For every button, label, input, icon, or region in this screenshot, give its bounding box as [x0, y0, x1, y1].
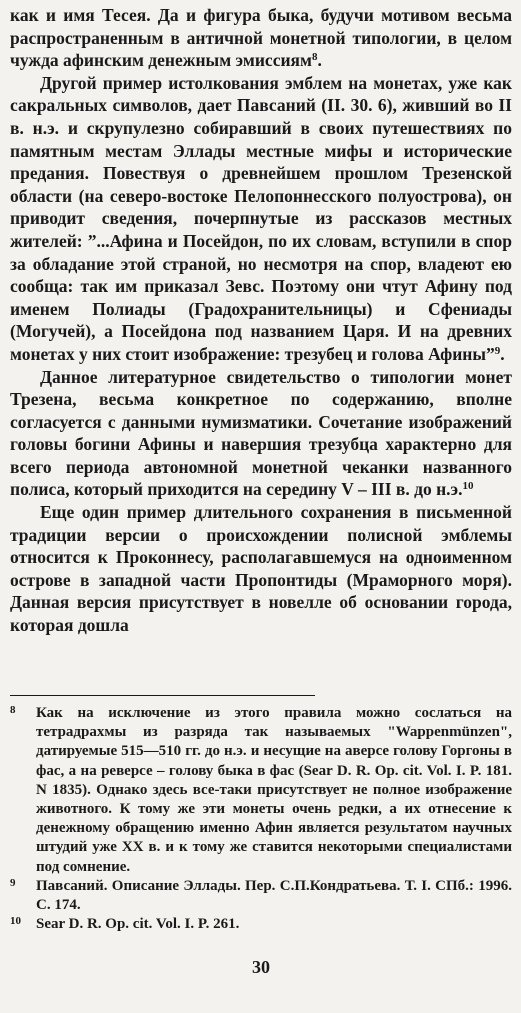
footnote-8	[10, 704, 512, 877]
footnotes-section	[10, 704, 512, 934]
footnote-divider	[10, 695, 315, 696]
page-number: 30	[252, 957, 270, 977]
footnote-number: 8	[10, 704, 16, 716]
book-page	[10, 4, 512, 1009]
paragraph-2-tail: .	[500, 343, 505, 364]
footnote-number: 9	[10, 876, 16, 889]
paragraph-2	[10, 72, 512, 366]
paragraph-4	[10, 501, 512, 637]
paragraph-1	[10, 4, 512, 72]
paragraph-4-text: Еще один пример длительного сохранения в письменной традиции версии о происхождении полисной эмблемы относится к Проконнесу, располагавшемуся на одноименном острове в западной части Пропонтиды (Мраморного моря). Данная версия присутствует в новелле об основании города, которая дошла	[10, 502, 512, 636]
footnote-text: Sear D. R. Op. cit. Vol. I. P. 261.	[36, 916, 240, 933]
footnote-ref-9[interactable]: 9	[494, 344, 501, 357]
footnote-text: Павсаний. Описание Эллады. Пер. С.П.Кондратьева. Т. I. СПб.: 1996. С. 174.	[36, 877, 512, 914]
footnote-ref-8[interactable]: 8	[311, 51, 318, 64]
footnote-ref-10[interactable]: 10	[462, 480, 474, 493]
footnote-10	[10, 915, 512, 934]
main-text	[10, 4, 512, 637]
footnote-number: 10	[10, 915, 21, 928]
footnote-text: Как на исключение из этого правила можно сослаться на тетрадрахмы из разряда так называемых "Wappenmünzen", датируемые 515—510 гг. до н.э. и несущие на аверсе голову Горгоны в фас, а на реверсе – голову быка в фас (Sear D. R. Op. cit. Vol. I. P. 181. N 1835). Однако здесь все-таки присутствует не полное изображение животного. К тому же эти монеты очень редки, а их отнесение к денежному обращению именно Афин является результатом научных штудий уже XX в. и к тому же ставится некоторыми специалистами под сомнение.	[36, 705, 512, 875]
paragraph-1-tail: .	[317, 50, 322, 71]
paragraph-1-text: как и имя Тесея. Да и фигура быка, будучи мотивом весьма распространенным в античной монетной типологии, в целом чужда афинским денежным эмиссиям	[10, 5, 512, 71]
paragraph-3-text: Данное литературное свидетельство о типологии монет Трезена, весьма конкретное по содержанию, вполне согласуется с данными нумизматики. Сочетание изображений головы богини Афины и навершия трезубца характерно для всего периода автономной монетной чеканки названного полиса, который приходится на середину V – III в. до н.э.	[10, 366, 512, 500]
footnote-9	[10, 877, 512, 915]
paragraph-3	[10, 366, 512, 502]
paragraph-2-text: Другой пример истолкования эмблем на монетах, уже как сакральных символов, дает Павсаний (II. 30. 6), живший во II в. н.э. и скрупулезно собиравший в своих путешествиях по памятным местам Эллады местные мифы и исторические предания. Повествуя о древнейшем прошлом Трезенской области (на северо-востоке Пелопоннесского полуострова), он приводит сведения, почерпнутые из рассказов местных жителей: ”...Афина и Посейдон, по их словам, вступили в спор за обладание этой страной, но несмотря на спор, владеют ею сообща: так им приказал Зевс. Поэтому они чтут Афину под именем Полиады (Градохранительницы) и Сфениады (Могучей), а Посейдона под названием Царя. И на древних монетах у них стоит изображение: трезубец и голова Афины”	[10, 72, 512, 364]
